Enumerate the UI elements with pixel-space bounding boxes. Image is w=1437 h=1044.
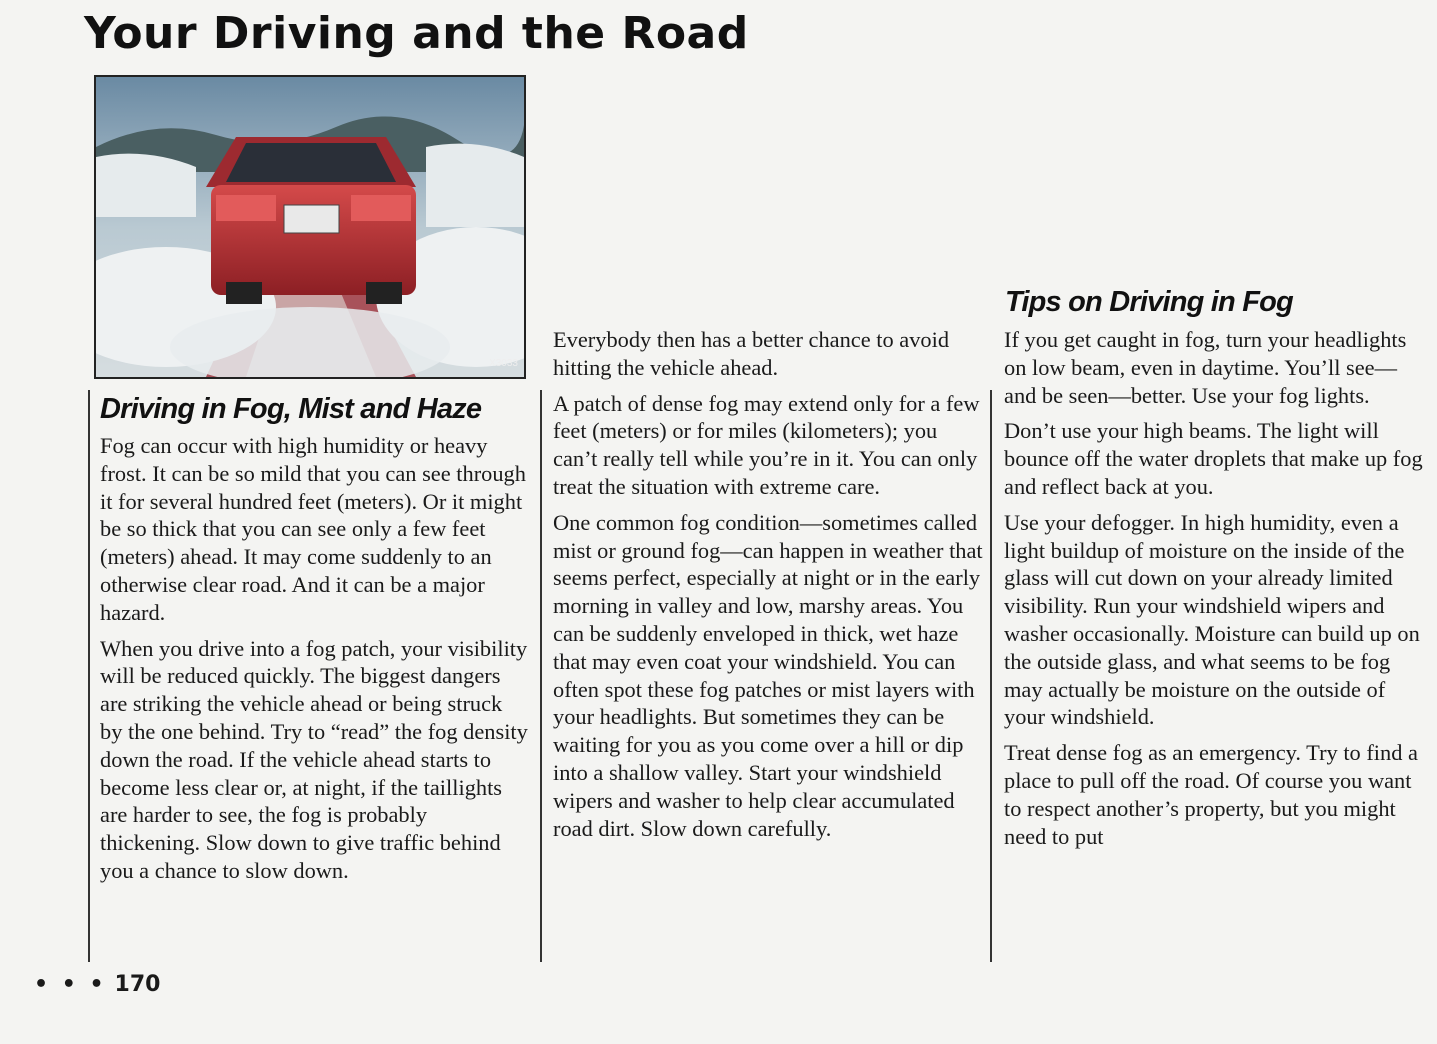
column-2 (553, 326, 983, 850)
paragraph: If you get caught in fog, turn your headlights on low beam, even in daytime. You’ll see—and be seen—better. Use your fog lights. (1004, 327, 1407, 408)
paragraph: Everybody then has a better chance to avoid hitting the vehicle ahead. (553, 327, 950, 380)
paragraph: When you drive into a fog patch, your visibility will be reduced quickly. The biggest dangers are striking the vehicle ahead or being struck by the one behind. Try to “read” the fog density down the road. If the vehicle ahead starts to become less clear or, at night, if the taillights are harder to see, the fog is probably thickening. Slow down to give traffic behind you a chance to slow down. (100, 635, 528, 883)
heading-fog-mist-haze: Driving in Fog, Mist and Haze (100, 393, 482, 425)
page-number-value: 170 (114, 972, 161, 997)
column-rule (540, 390, 542, 962)
column-1 (100, 432, 530, 893)
paragraph: Fog can occur with high humidity or heavy frost. It can be so mild that you can see through it for several hundred feet (meters). Or it might be so thick that you can see only a few feet (meters) ahead. It may come suddenly to an otherwise clear road. And it can be a major hazard. (100, 433, 526, 625)
column-rule (990, 390, 992, 962)
page-number (34, 972, 160, 997)
page-dots: • • • (34, 972, 107, 997)
paragraph: One common fog condition—sometimes called mist or ground fog—can happen in weather that seems perfect, especially at night or in the early morning in valley and low, marshy areas. You can be suddenly enveloped in thick, wet haze that may even coat your windshield. You can often spot these fog patches or mist layers with your headlights. But sometimes they can be waiting for you as you come over a hill or dip into a shallow valley. Start your windshield wipers and washer to help clear accumulated road dirt. Slow down carefully. (553, 509, 983, 841)
paragraph: A patch of dense fog may extend only for a few feet (meters) or for miles (kilometers); you can’t really tell while you’re in it. You can only treat the situation with extreme care. (553, 390, 980, 499)
heading-tips-fog: Tips on Driving in Fog (1005, 286, 1293, 318)
car-in-fog-illustration (96, 77, 524, 377)
paragraph: Use your defogger. In high humidity, even a light buildup of moisture on the inside of the glass will cut down on your already limited visibility. Run your windshield wipers and washer occasionally. Moisture can build up on the outside glass, and what seems to be fog may actually be moisture on the outside of your windshield. (1004, 509, 1420, 730)
fog-car-photo (94, 75, 526, 379)
paragraph: Treat dense fog as an emergency. Try to find a place to pull off the road. Of course you want to respect another’s property, but you might need to put (1004, 740, 1418, 849)
column-3 (1004, 326, 1424, 858)
column-rule (88, 390, 90, 962)
page-title: Your Driving and the Road (84, 8, 749, 59)
paragraph: Don’t use your high beams. The light will bounce off the water droplets that make up fog and reflect back at you. (1004, 418, 1423, 499)
photo-code: X3033 (489, 358, 518, 369)
